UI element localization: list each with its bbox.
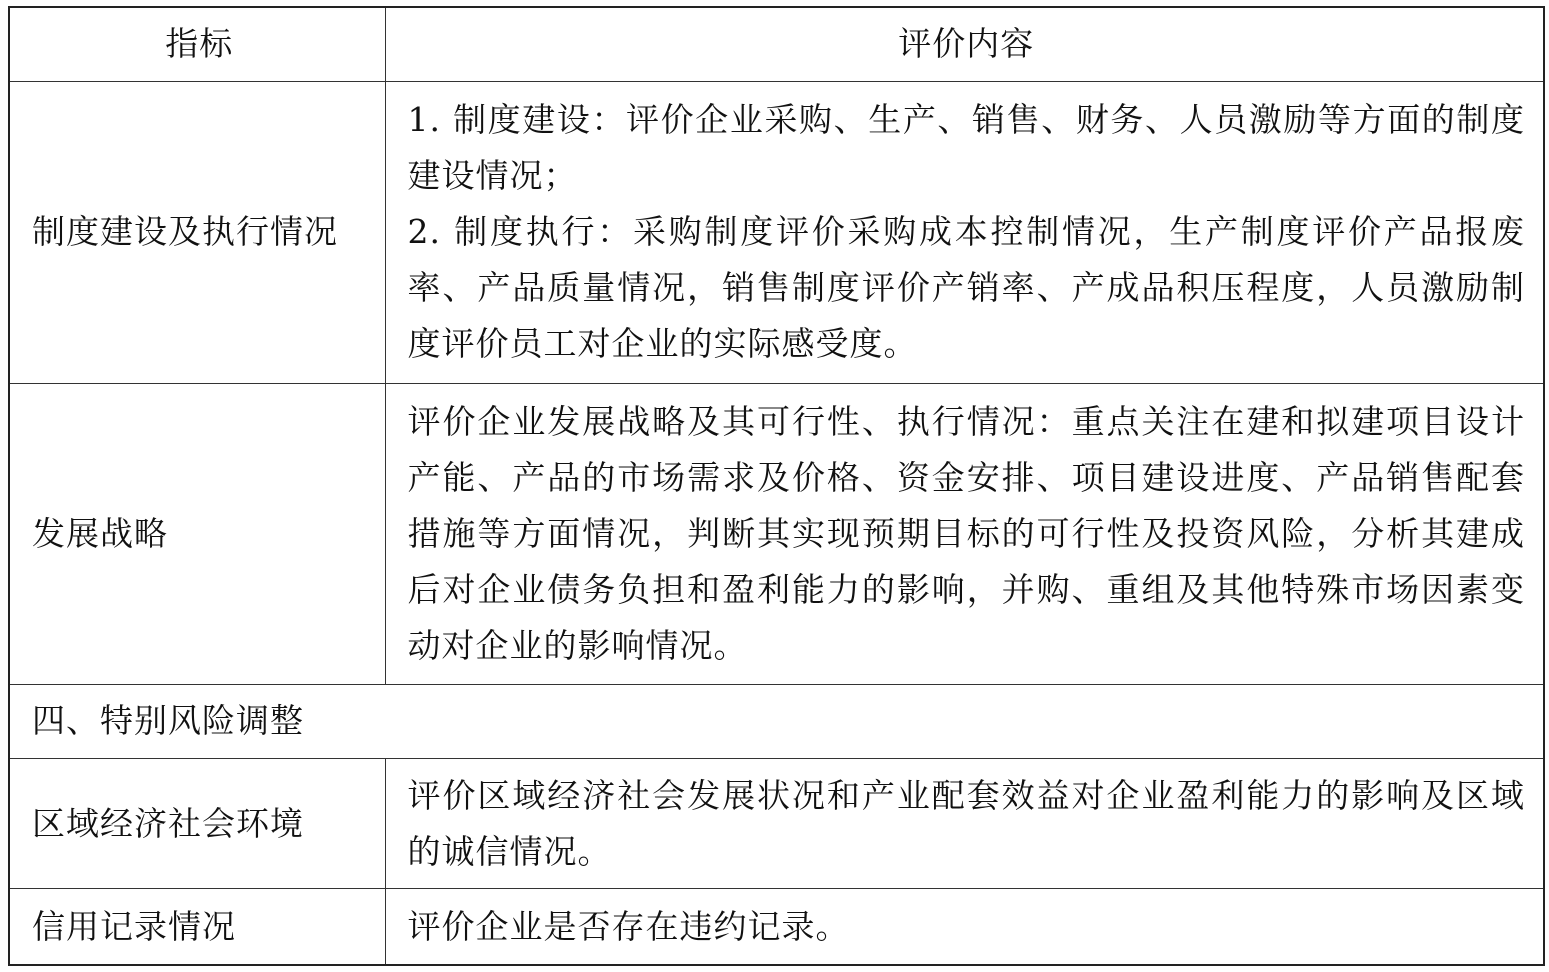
header-content: 评价内容 (385, 7, 1544, 81)
section-row (9, 684, 1544, 758)
content-paragraph: 评价企业是否存在违约记录。 (407, 906, 850, 946)
content-paragraph: 评价企业发展战略及其可行性、执行情况：重点关注在建和拟建项目设计产能、产品的市场需求及价格、资金安排、项目建设进度、产品销售配套措施等方面情况，判断其实现预期目标的可行性及投资风险，分析其建成后对企业债务负担和盈利能力的影响，并购、重组及其他特殊市场因素变动对企业的影响情况。 (407, 402, 1525, 666)
content-cell (385, 384, 1544, 685)
content-cell (385, 889, 1544, 965)
table-row (9, 384, 1544, 685)
evaluation-table-container (8, 6, 1543, 966)
content-paragraph: 2. 制度执行：采购制度评价采购成本控制情况，生产制度评价产品报废率、产品质量情况，销售制度评价产销率、产成品积压程度，人员激励制度评价员工对企业的实际感受度。 (407, 212, 1525, 364)
content-paragraph: 1. 制度建设：评价企业采购、生产、销售、财务、人员激励等方面的制度建设情况； (407, 100, 1525, 196)
section-heading: 四、特别风险调整 (9, 684, 1544, 758)
table-row (9, 81, 1544, 384)
table-row (9, 889, 1544, 965)
indicator-cell: 制度建设及执行情况 (9, 81, 385, 384)
indicator-cell: 信用记录情况 (9, 889, 385, 965)
indicator-cell: 发展战略 (9, 384, 385, 685)
content-cell (385, 759, 1544, 889)
header-indicator: 指标 (9, 7, 385, 81)
evaluation-table (8, 6, 1545, 966)
table-row (9, 759, 1544, 889)
content-paragraph: 评价区域经济社会发展状况和产业配套效益对企业盈利能力的影响及区域的诚信情况。 (407, 775, 1525, 871)
content-cell (385, 81, 1544, 384)
table-header-row (9, 7, 1544, 81)
indicator-cell: 区域经济社会环境 (9, 759, 385, 889)
